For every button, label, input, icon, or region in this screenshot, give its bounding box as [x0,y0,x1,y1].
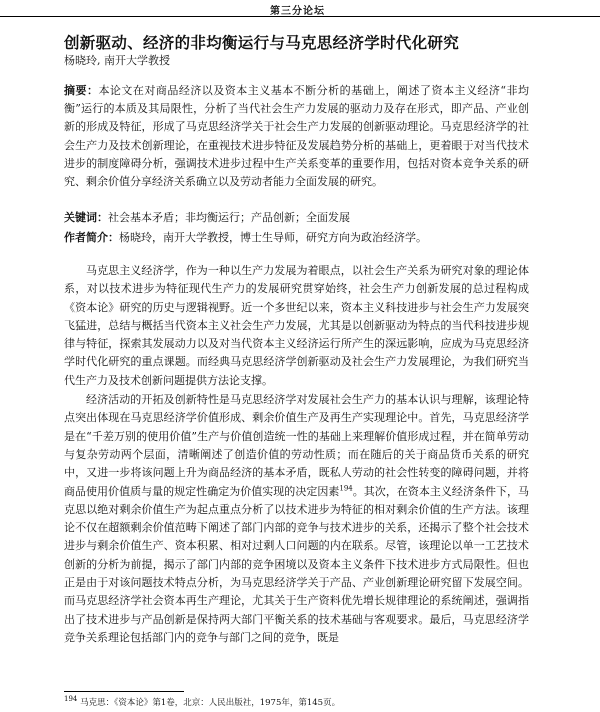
author-bio-text: 杨晓玲，南开大学教授，博士生导师，研究方向为政治经济学。 [119,231,427,244]
author-line: 杨晓玲, 南开大学教授 [64,54,170,67]
body-paragraph: 马克思主义经济学，作为一种以生产力发展为着眼点，以社会生产关系为研究对象的理论体系，对以技术进步为特征现代生产力的发展研究贯穿始终，社会生产力创新发展的总过程构成《资本论》研究的历史与逻辑视野。近一个多世纪以来，资本主义科技进步与社会生产力发展突飞猛进，总结与概括当代资本主义社会生产力发展，尤其是以创新驱动为特点的当代科技进步规律与特征，探索其发展动力以及对当代资本主义经济运行所产生的深远影响，应成为马克思经济学时代化研究的重点课题。而经典马克思经济学创新驱动及社会生产力发展理论，为我们研究当代生产力及技术创新问题提供方法论支撑。 [64,264,529,387]
keywords-line [64,209,529,227]
footnote-text: 马克思：《资本论》第1卷，北京：人民出版社，1975年，第145页。 [80,698,341,708]
section-label: 第三分论坛 [270,6,325,17]
keywords-label: 关键词： [64,211,108,224]
footnote-ref[interactable]: 194 [339,483,353,492]
footnote-divider [64,691,184,692]
keywords-text: 社会基本矛盾；非均衡运行；产品创新；全面发展 [108,211,350,224]
body-paragraph: 经济活动的开拓及创新特性是马克思经济学对发展社会生产力的基本认识与理解，该理论特点突出体现在马克思经济学价值形成、剩余价值生产及再生产实现理论中。首先，马克思经济学是在“千差万别的使用价值”生产与价值创造统一性的基础上来理解价值形成过程，并在简单劳动与复杂劳动两个层面，清晰阐述了创造价值的劳动性质；而在随后的关于商品货币关系的研究中，又进一步将该问题上升为商品经济的基本矛盾，既私人劳动的社会性转变的障碍问题，并将商品使用价值质与量的规定性确定为价值实现的决定因素$^{194}$。其次，在资本主义经济条件下，马克思以绝对剩余价值生产为起点重点分析了以技术进步为特征的相对剩余价值的生产方法。该理论不仅在超额剩余价值范畴下阐述了部门内部的竞争与技术进步的关系，还揭示了整个社会技术进步与剩余价值生产、资本积累、相对过剩人口问题的内在联系。尽管，该理论以单一工艺技术创新的分析为前提，揭示了部门内部的竞争困境以及资本主义条件下技术进步方式局限性。但也正是由于对该问题技术特点分析，为马克思经济学关于产品、产业创新理论研究留下发展空间。而马克思经济学社会资本再生产理论，尤其关于生产资料优先增长规律理论的系统阐述，强调指出了技术进步与产品创新是保持两大部门平衡关系的技术基础与客观要求。最后，马克思经济学竞争关系理论包括部门内的竞争与部门之间的竞争，既是 [64,393,530,644]
abstract-text: 本论文在对商品经济以及资本主义基本不断分析的基础上，阐述了资本主义经济“非均衡”运行的本质及其局限性，分析了当代社会生产力发展的驱动力及存在形式，即产品、产业创新的形成及特征，形成了马克思经济学关于社会生产力发展的创新驱动理论。马克思经济学的社会生产力及技术创新理论，在重视技术进步特征及发展趋势分析的基础上，更着眼于对当代技术进步的制度障碍分析，强调技术进步过程中生产关系变革的重要作用，包括对资本竞争关系的研究、剩余价值分享经济关系确立以及劳动者能力全面发展的研究。 [64,84,529,189]
paper-title: 创新驱动、经济的非均衡运行与马克思经济学时代化研究 [64,34,460,52]
running-header [0,0,600,17]
abstract-block [64,82,529,191]
abstract-label: 摘要： [64,84,99,97]
author-bio-label: 作者简介： [64,231,119,244]
body-text [64,262,529,648]
footnote-mark: 194 [64,695,78,704]
author-bio-line [64,229,529,247]
footnote [64,696,340,708]
